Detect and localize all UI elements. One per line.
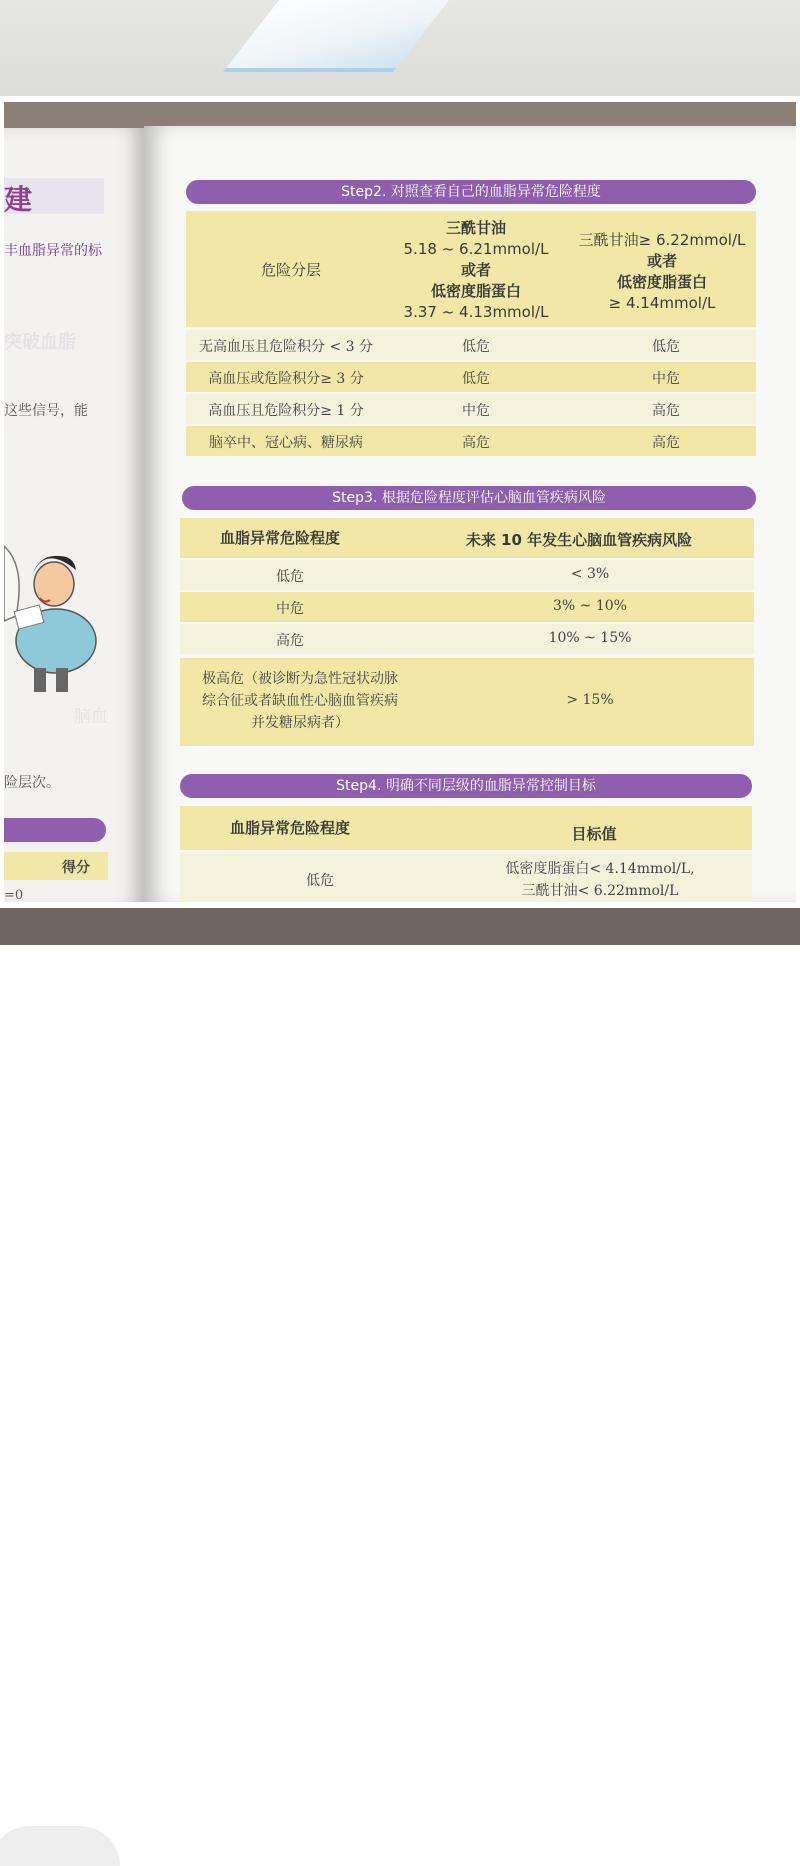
step4-col1-header: 血脂异常危险程度 bbox=[229, 819, 350, 837]
step2-row-label: 高血压且危险积分≥ 1 分 bbox=[208, 403, 364, 419]
step2-title: Step2. 对照查看自己的血脂异常危险程度 bbox=[341, 184, 601, 200]
cartoon-person-illustration bbox=[4, 526, 124, 696]
step2-col2-line: 或者 bbox=[460, 261, 491, 279]
step2-col2-line: 3.37 ~ 4.13mmol/L bbox=[403, 303, 549, 321]
step4-row-label: 低危 bbox=[306, 873, 334, 889]
step3-row-value: < 3% bbox=[570, 566, 610, 582]
table-row bbox=[180, 624, 754, 654]
step2-row-v2: 中危 bbox=[652, 371, 680, 387]
table-row bbox=[186, 330, 756, 360]
step3-col1-header: 血脂异常危险程度 bbox=[219, 529, 340, 547]
step2-row-v1: 低危 bbox=[462, 339, 490, 355]
table-row bbox=[186, 426, 756, 456]
step2-banner bbox=[186, 180, 756, 204]
left-page-banner bbox=[4, 818, 106, 842]
step3-row-value: 3% ~ 10% bbox=[553, 598, 627, 614]
score-header-row bbox=[4, 852, 108, 880]
bottom-photo-strip bbox=[0, 908, 800, 945]
step3-last-label-line: 综合征或者缺血性心脑血管疾病 bbox=[202, 693, 398, 709]
step2-col1-header: 危险分层 bbox=[260, 261, 321, 279]
step2-col2-line: 5.18 ~ 6.21mmol/L bbox=[403, 240, 549, 258]
left-page-faint-heading: 突破血脂 bbox=[4, 332, 76, 353]
step2-col3-line: ≥ 4.14mmol/L bbox=[608, 294, 716, 312]
step3-last-label-line: 并发糖尿病者） bbox=[251, 715, 349, 731]
step3-last-value: > 15% bbox=[566, 692, 614, 708]
step3-banner bbox=[182, 486, 756, 510]
table-row bbox=[180, 560, 754, 590]
step3-row-label: 中危 bbox=[276, 601, 304, 617]
left-page-bottom-line: 险层次。 bbox=[4, 775, 60, 791]
top-photo-strip bbox=[0, 0, 800, 100]
step3-col2-header: 未来 10 年发生心脑血管疾病风险 bbox=[465, 531, 693, 549]
step2-row-v2: 高危 bbox=[652, 435, 680, 451]
right-page bbox=[144, 126, 796, 902]
step3-row-value: 10% ~ 15% bbox=[548, 630, 632, 646]
step4-row-value bbox=[470, 858, 730, 902]
step3-title: Step3. 根据危险程度评估心脑血管疾病风险 bbox=[332, 490, 606, 506]
step4-title: Step4. 明确不同层级的血脂异常控制目标 bbox=[336, 778, 596, 794]
step4-col2-header: 目标值 bbox=[571, 825, 617, 843]
left-page-subtitle: 丰血脂异常的标 bbox=[4, 243, 102, 259]
step2-col3-line: 或者 bbox=[646, 252, 677, 270]
step2-col3-line: 三酰甘油≥ 6.22mmol/L bbox=[578, 231, 746, 249]
step2-col2-line: 低密度脂蛋白 bbox=[430, 282, 521, 300]
step2-col2-header bbox=[376, 218, 576, 323]
step2-col3-header bbox=[562, 230, 762, 314]
table-row bbox=[186, 394, 756, 424]
step2-row-v2: 高危 bbox=[652, 403, 680, 419]
left-page bbox=[4, 128, 144, 902]
step2-row-v1: 高危 bbox=[462, 435, 490, 451]
step2-row-v1: 中危 bbox=[462, 403, 490, 419]
left-page-body-line: 这些信号，能 bbox=[4, 403, 88, 419]
step3-row-label: 高危 bbox=[276, 633, 304, 649]
step3-last-label bbox=[180, 668, 420, 734]
table-row bbox=[180, 658, 754, 746]
book-spread-photo bbox=[4, 102, 796, 902]
left-page-title: 建 bbox=[4, 183, 33, 216]
step4-value-line: 低密度脂蛋白< 4.14mmol/L, bbox=[505, 861, 695, 877]
step2-row-label: 高血压或危险积分≥ 3 分 bbox=[208, 371, 364, 387]
step2-row-v1: 低危 bbox=[462, 371, 490, 387]
left-page-faint-line: 脑血 bbox=[74, 707, 108, 727]
score-label: 得分 bbox=[62, 860, 90, 876]
step2-row-v2: 低危 bbox=[652, 339, 680, 355]
step3-last-label-line: 极高危（被诊断为急性冠状动脉 bbox=[202, 671, 398, 687]
step2-col3-line: 低密度脂蛋白 bbox=[616, 273, 707, 291]
table-row bbox=[180, 852, 752, 902]
bottom-page-edge bbox=[0, 1826, 120, 1866]
step2-row-label: 无高血压且危险积分 < 3 分 bbox=[199, 339, 373, 355]
step2-row-label: 脑卒中、冠心病、糖尿病 bbox=[209, 435, 363, 451]
book-cover-corner bbox=[223, 0, 457, 72]
step3-row-label: 低危 bbox=[276, 569, 304, 585]
score-value: =0 bbox=[4, 888, 24, 902]
step2-col2-line: 三酰甘油 bbox=[445, 219, 506, 237]
step4-value-line: 三酰甘油< 6.22mmol/L bbox=[521, 883, 679, 899]
step4-banner bbox=[180, 774, 752, 798]
table-row bbox=[180, 592, 754, 622]
table-row bbox=[186, 362, 756, 392]
